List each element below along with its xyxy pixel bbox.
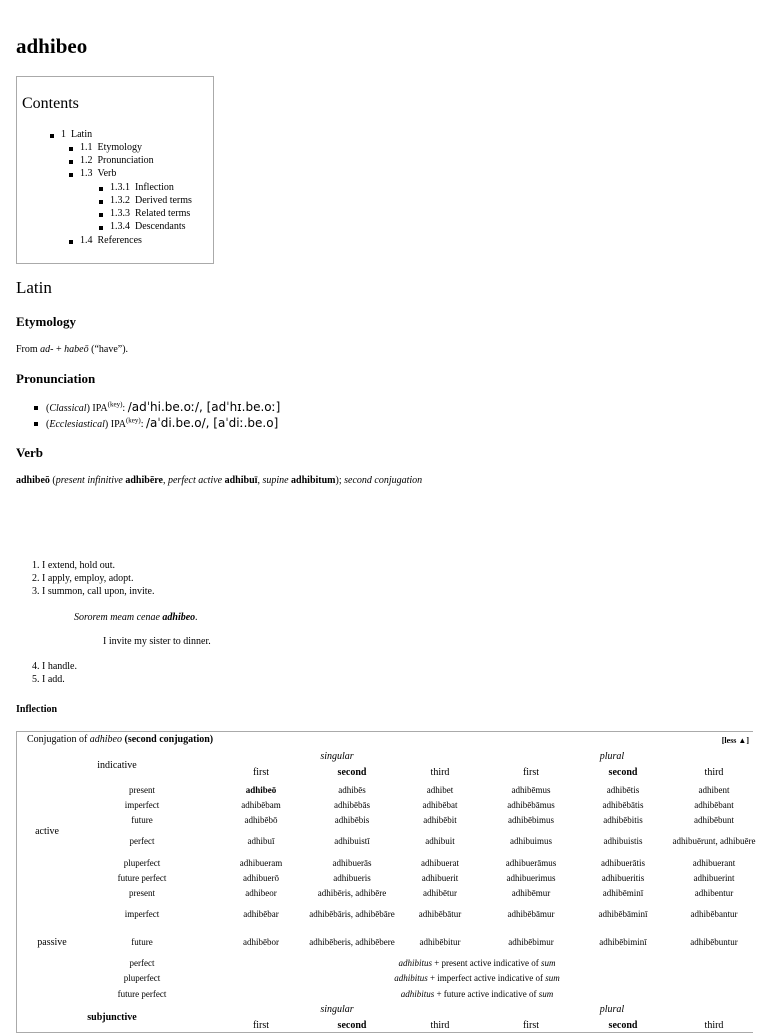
verb-form[interactable]: adhibuerimus bbox=[506, 873, 556, 883]
verb-form[interactable]: adhibēbuntur bbox=[690, 937, 738, 947]
periphrastic-form: adhibitus + present active indicative of sum bbox=[398, 958, 556, 968]
tense-label: present bbox=[129, 785, 155, 795]
etymology-link-habeo[interactable]: habeō bbox=[64, 344, 89, 355]
link-participle[interactable]: adhibitus bbox=[394, 973, 428, 983]
verb-form[interactable]: adhibuistī bbox=[334, 836, 370, 846]
toc-item-descendants[interactable]: 1.3.4 Descendants bbox=[110, 221, 186, 232]
verb-form[interactable]: adhibēbunt bbox=[694, 815, 734, 825]
verb-form[interactable]: adhibentur bbox=[694, 888, 734, 898]
verb-form[interactable]: adhibēminī bbox=[602, 888, 644, 898]
verb-form[interactable]: adhibēbantur bbox=[690, 909, 738, 919]
page-title: adhibeo bbox=[16, 34, 88, 58]
verb-form[interactable]: adhibuimus bbox=[510, 836, 552, 846]
toc-item-etymology[interactable]: 1.1 Etymology bbox=[80, 142, 142, 153]
verb-form[interactable]: adhibēmur bbox=[511, 888, 551, 898]
heading-etymology: Etymology bbox=[16, 314, 76, 329]
heading-latin: Latin bbox=[16, 278, 52, 297]
heading-verb: Verb bbox=[16, 445, 43, 460]
ipa-link[interactable]: IPA bbox=[110, 419, 126, 430]
tense-label: imperfect bbox=[124, 909, 160, 919]
verb-form[interactable]: adhibēbāmus bbox=[507, 800, 555, 810]
heading-pronunciation: Pronunciation bbox=[16, 371, 96, 386]
toc-item-verb[interactable]: 1.3 Verb bbox=[80, 168, 117, 179]
verb-form[interactable]: adhibēbāmur bbox=[507, 909, 555, 919]
toc-item-pronunciation[interactable]: 1.2 Pronunciation bbox=[80, 155, 154, 166]
header-person: second bbox=[337, 1020, 367, 1031]
voice-active: active bbox=[35, 826, 59, 837]
verb-form[interactable]: adhibētur bbox=[423, 888, 457, 898]
verb-form[interactable]: adhibueris bbox=[333, 873, 371, 883]
verb-form[interactable]: adhibuerās bbox=[332, 858, 372, 868]
toc-title: Contents bbox=[22, 95, 79, 112]
link-participle[interactable]: adhibitus bbox=[400, 989, 435, 999]
verb-form[interactable]: adhibuerō bbox=[243, 873, 279, 883]
heading-inflection: Inflection bbox=[16, 704, 58, 715]
tense-label: present bbox=[129, 888, 155, 898]
header-person: second bbox=[337, 767, 367, 778]
pronunciation-classical: (Classical) $IPA^{(key)}$: /adˈhi.be.oː/, [adˈhɪ.be.oː] bbox=[46, 400, 281, 414]
header-singular: singular bbox=[320, 751, 354, 762]
conjugation-title: Conjugation of adhibeo (second conjugation) bbox=[27, 734, 214, 745]
verb-headword-line: adhibeō (present infinitive adhibēre, perfect active adhibuī, supine adhibitum); second conjugation bbox=[16, 475, 423, 486]
verb-form[interactable]: adhibēbitis bbox=[603, 815, 643, 825]
mood-indicative: indicative bbox=[97, 760, 137, 771]
verb-form[interactable]: adhibuerit bbox=[421, 873, 459, 883]
ipa-link[interactable]: IPA bbox=[92, 403, 108, 414]
header-person: third bbox=[704, 767, 724, 778]
usage-quote: Sororem meam cenae adhibeo. bbox=[74, 612, 198, 623]
tense-label: future perfect bbox=[117, 873, 167, 883]
tense-label: future bbox=[131, 937, 153, 947]
link-sum[interactable]: sum bbox=[545, 973, 560, 983]
conjugation-table bbox=[16, 731, 756, 1033]
periphrastic-form: adhibitus + imperfect active indicative of sum bbox=[394, 973, 560, 983]
tense-label: perfect bbox=[129, 958, 155, 968]
header-plural: plural bbox=[599, 751, 625, 762]
collapse-toggle[interactable]: [less ▲] bbox=[721, 736, 749, 745]
header-person: first bbox=[252, 1020, 270, 1031]
header-person: second bbox=[608, 767, 638, 778]
tense-label: future perfect bbox=[117, 989, 167, 999]
verb-form[interactable]: adhibueram bbox=[239, 858, 283, 868]
verb-form[interactable]: adhibuit bbox=[425, 836, 455, 846]
verb-form[interactable]: adhibēbitur bbox=[419, 937, 461, 947]
verb-form[interactable]: adhibēbant bbox=[694, 800, 734, 810]
verb-form[interactable]: adhibēbimus bbox=[508, 815, 554, 825]
link-infinitive[interactable]: adhibēre bbox=[125, 475, 163, 486]
header-plural: plural bbox=[599, 1004, 625, 1015]
tense-label: future bbox=[131, 815, 153, 825]
verb-form[interactable]: adhibēbāminī bbox=[598, 909, 648, 919]
header-person: third bbox=[430, 1020, 450, 1031]
verb-form[interactable]: adhibuerātis bbox=[601, 858, 645, 868]
verb-form[interactable]: adhibētis bbox=[606, 785, 640, 795]
tense-label: imperfect bbox=[124, 800, 160, 810]
verb-form[interactable]: adhibuerant bbox=[692, 858, 736, 868]
verb-form[interactable]: adhibēbis bbox=[334, 815, 370, 825]
toc-item-related-terms[interactable]: 1.3.3 Related terms bbox=[110, 208, 191, 219]
verb-form[interactable]: adhibēris, adhibēre bbox=[317, 888, 387, 898]
sense-2: 2. I apply, employ, adopt. bbox=[32, 573, 134, 584]
verb-form[interactable]: adhibet bbox=[426, 785, 454, 795]
verb-form[interactable]: adhibueritis bbox=[601, 873, 645, 883]
bullet bbox=[34, 406, 38, 410]
verb-form[interactable]: adhibēbō bbox=[244, 815, 278, 825]
verb-form[interactable]: adhibēbimur bbox=[508, 937, 554, 947]
link-participle[interactable]: adhibitus bbox=[398, 958, 432, 968]
toc-item-latin[interactable]: 1 Latin bbox=[61, 129, 93, 140]
sense-1: 1. I extend, hold out. bbox=[32, 560, 116, 571]
verb-form[interactable]: adhibuerat bbox=[421, 858, 459, 868]
verb-form[interactable]: adhibēbat bbox=[422, 800, 458, 810]
verb-form[interactable]: adhibēbam bbox=[241, 800, 281, 810]
periphrastic-form: adhibitus + future active indicative of sum bbox=[400, 989, 554, 999]
key-link[interactable]: (key) bbox=[125, 416, 141, 425]
verb-form[interactable]: adhibēbās bbox=[334, 800, 370, 810]
tense-label: pluperfect bbox=[123, 858, 161, 868]
verb-form[interactable]: adhibuerint bbox=[693, 873, 735, 883]
verb-form[interactable]: adhibēbātis bbox=[602, 800, 644, 810]
pronunciation-ecclesiastical: (Ecclesiastical) $IPA^{(key)}$: /aˈdi.be.o/, [aˈdiː.be.o] bbox=[46, 416, 279, 430]
sense-3: 3. I summon, call upon, invite. bbox=[32, 586, 155, 597]
verb-form[interactable]: adhibēbāris, adhibēbāre bbox=[309, 909, 395, 919]
header-person: third bbox=[704, 1020, 724, 1031]
etymology-text: From ad- + habeō (“have”). bbox=[16, 344, 129, 355]
bullet bbox=[34, 422, 38, 426]
verb-form[interactable]: adhibēberis, adhibēbere bbox=[309, 937, 395, 947]
verb-form[interactable]: adhibēbor bbox=[243, 937, 279, 947]
sense-5: 5. I add. bbox=[32, 674, 65, 685]
toc-item-derived-terms[interactable]: 1.3.2 Derived terms bbox=[110, 195, 192, 206]
voice-passive: passive bbox=[37, 937, 67, 948]
header-person: third bbox=[430, 767, 450, 778]
header-person: second bbox=[608, 1020, 638, 1031]
header-person: first bbox=[522, 767, 540, 778]
verb-form[interactable]: adhibēmus bbox=[511, 785, 551, 795]
mood-subjunctive: subjunctive bbox=[87, 1012, 137, 1023]
link-sum[interactable]: sum bbox=[541, 958, 556, 968]
verb-form[interactable]: adhibeō bbox=[245, 785, 277, 795]
verb-form[interactable]: adhibuērunt, adhibuēre bbox=[672, 836, 756, 846]
link-sum[interactable]: sum bbox=[538, 989, 554, 999]
toc-item-inflection[interactable]: 1.3.1 Inflection bbox=[110, 182, 174, 193]
tense-label: perfect bbox=[129, 836, 155, 846]
tense-label: pluperfect bbox=[123, 973, 161, 983]
toc-item-references[interactable]: 1.4 References bbox=[80, 235, 142, 246]
verb-form[interactable]: adhibēbit bbox=[423, 815, 457, 825]
verb-form[interactable]: adhibuistis bbox=[603, 836, 643, 846]
verb-form[interactable]: adhibuī bbox=[247, 836, 275, 846]
sense-4: 4. I handle. bbox=[32, 661, 77, 672]
verb-form[interactable]: adhibuerāmus bbox=[505, 858, 557, 868]
table-of-contents bbox=[16, 76, 214, 264]
header-person: first bbox=[252, 767, 270, 778]
header-person: first bbox=[522, 1020, 540, 1031]
link-perfect[interactable]: adhibuī bbox=[224, 475, 258, 486]
link-supine[interactable]: adhibitum bbox=[291, 475, 336, 486]
verb-form[interactable]: adhibeor bbox=[245, 888, 277, 898]
verb-form[interactable]: adhibēs bbox=[338, 785, 366, 795]
usage-translation: I invite my sister to dinner. bbox=[103, 636, 211, 647]
verb-form[interactable]: adhibēbar bbox=[243, 909, 279, 919]
verb-form[interactable]: adhibent bbox=[698, 785, 730, 795]
etymology-link-ad[interactable]: ad- bbox=[40, 344, 54, 355]
verb-form[interactable]: adhibēbiminī bbox=[599, 937, 647, 947]
key-link[interactable]: (key) bbox=[107, 400, 123, 409]
header-singular: singular bbox=[320, 1004, 354, 1015]
verb-form[interactable]: adhibēbātur bbox=[418, 909, 462, 919]
